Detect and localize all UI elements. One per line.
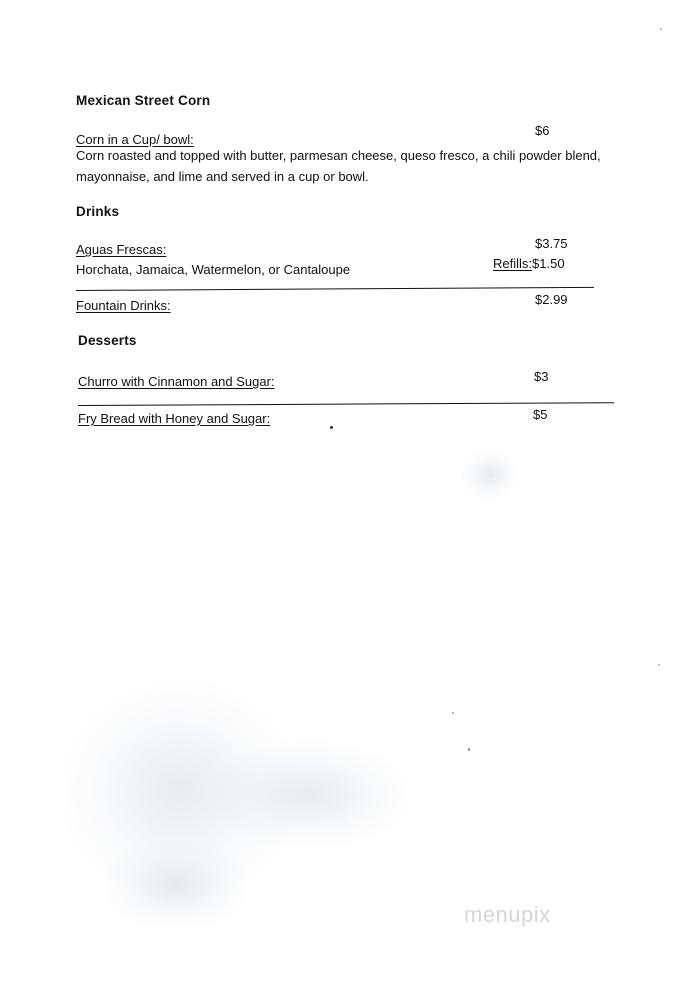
refills-label: Refills: xyxy=(493,256,533,271)
scan-speck xyxy=(658,664,660,666)
section-title-desserts: Desserts xyxy=(78,333,137,348)
item-description-corn-cup xyxy=(76,145,636,187)
item-name-fountain-drinks: Fountain Drinks: xyxy=(76,298,171,313)
scan-speck xyxy=(330,426,333,429)
item-price-fry-bread: $5 xyxy=(533,407,548,422)
scan-smudge xyxy=(100,840,250,930)
divider-line xyxy=(76,287,594,291)
refills-row xyxy=(493,256,565,271)
scan-smudge xyxy=(460,450,520,500)
section-title-street-corn: Mexican Street Corn xyxy=(76,93,211,108)
watermark-text: menupix xyxy=(464,902,551,927)
divider-line xyxy=(78,402,614,406)
item-price-aguas-frescas: $3.75 xyxy=(535,236,568,251)
section-title-drinks: Drinks xyxy=(76,204,120,219)
item-name-fry-bread: Fry Bread with Honey and Sugar: xyxy=(78,411,271,426)
scan-speck xyxy=(660,28,662,30)
description-line: Corn roasted and topped with butter, parmesan cheese, queso fresco, a chili powder blend, xyxy=(76,148,601,163)
item-price-corn-cup: $6 xyxy=(535,123,550,138)
description-line: mayonnaise, and lime and served in a cup or bowl. xyxy=(76,169,369,184)
scan-smudge xyxy=(210,740,410,850)
item-description-aguas-frescas: Horchata, Jamaica, Watermelon, or Cantaloupe xyxy=(76,262,351,277)
item-name-aguas-frescas: Aguas Frescas: xyxy=(76,242,167,257)
item-name-churro: Churro with Cinnamon and Sugar: xyxy=(78,374,275,389)
scan-speck xyxy=(468,748,470,751)
item-name-corn-cup: Corn in a Cup/ bowl: xyxy=(76,132,194,147)
refills-price: $1.50 xyxy=(532,256,565,271)
scan-speck xyxy=(452,712,454,714)
item-price-fountain-drinks: $2.99 xyxy=(535,292,568,307)
item-price-churro: $3 xyxy=(534,369,549,384)
